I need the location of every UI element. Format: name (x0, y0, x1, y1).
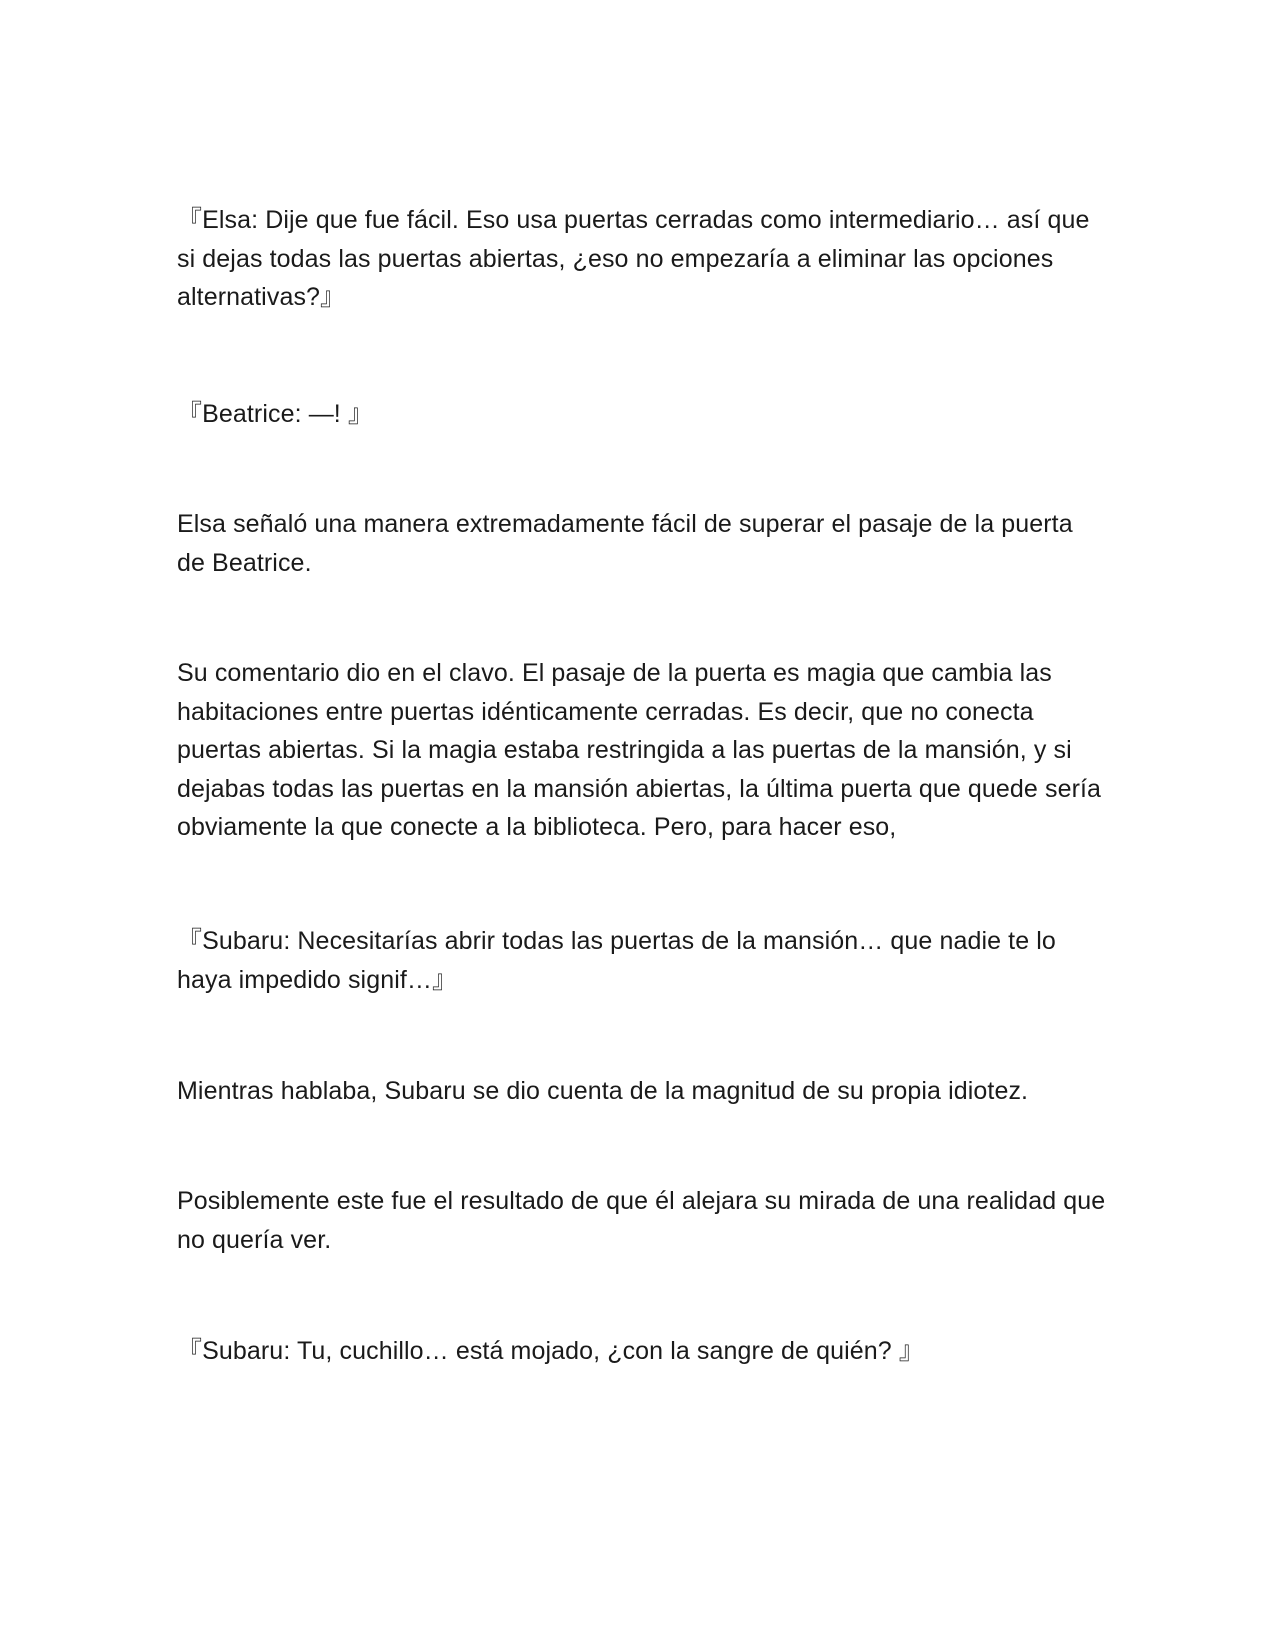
paragraph-narration-3: Mientras hablaba, Subaru se dio cuenta de la magnitud de su propia idiotez. (177, 1077, 1029, 1105)
paragraph-subaru-dialogue-2: 『Subaru: Tu, cuchillo… está mojado, ¿con la sangre de quién? 』 (177, 1337, 924, 1365)
paragraph-narration-1: Elsa señaló una manera extremadamente fácil de superar el pasaje de la puerta de Beatrice. (177, 510, 1073, 577)
paragraph-narration-2: Su comentario dio en el clavo. El pasaje de la puerta es magia que cambia las habitaciones entre puertas idénticamente cerradas. Es decir, que no conecta puertas abiertas. Si la magia estaba restringida a las puertas de la mansión, y si dejabas todas las puertas en la mansión abiertas, la última puerta que quede sería obviamente la que conecte a la biblioteca. Pero, para hacer eso, (177, 659, 1102, 841)
paragraph-subaru-dialogue-1: 『Subaru: Necesitarías abrir todas las puertas de la mansión… que nadie te lo haya impedido signif…』 (177, 927, 1056, 994)
paragraph-elsa-dialogue: 『Elsa: Dije que fue fácil. Eso usa puertas cerradas como intermediario… así que si dejas todas las puertas abiertas, ¿eso no empezaría a eliminar las opciones alternativas?』 (177, 206, 1090, 311)
paragraph-narration-4: Posiblemente este fue el resultado de que él alejara su mirada de una realidad que no quería ver. (177, 1187, 1106, 1254)
paragraph-beatrice-dialogue: 『Beatrice: —! 』 (177, 400, 373, 428)
